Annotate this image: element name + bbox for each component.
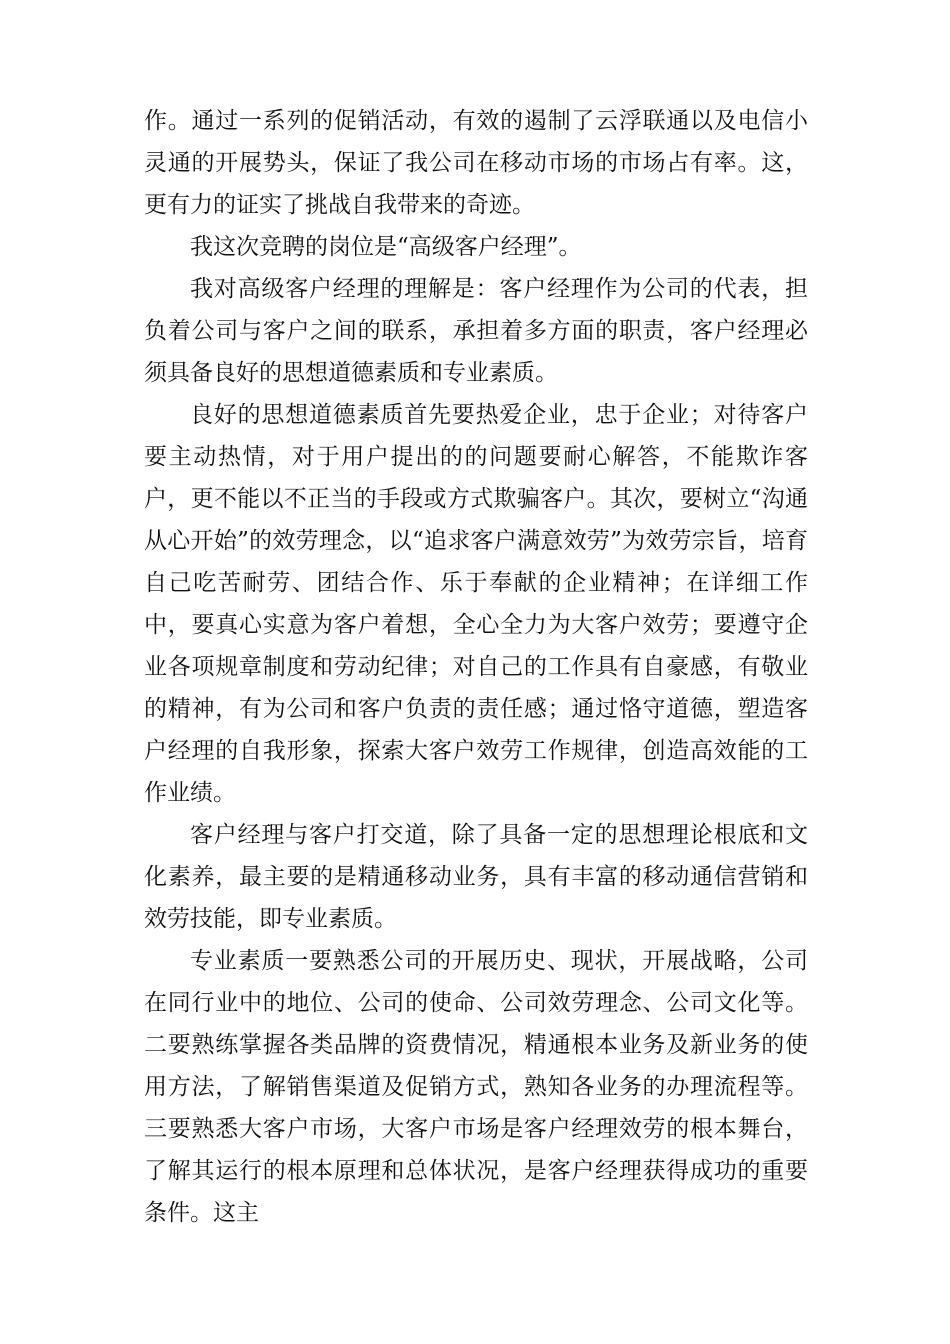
paragraph-understanding: 我对高级客户经理的理解是：客户经理作为公司的代表，担负着公司与客户之间的联系，承担着多方面的职责，客户经理必须具备良好的思想道德素质和专业素质。 bbox=[144, 276, 808, 386]
paragraph-professional-quality: 专业素质一要熟悉公司的开展历史、现状，开展战略，公司在同行业中的地位、公司的使命、公司效劳理念、公司文化等。二要熟练掌握各类品牌的资费情况，精通根本业务及新业务的使用方法，了解销售渠道及促销方式，熟知各业务的办理流程等。三要熟悉大客户市场，大客户市场是客户经理效劳的根本舞台，了解其运行的根本原理和总体状况，是客户经理获得成功的重要条件。这主 bbox=[144, 948, 808, 1226]
paragraph-professional-skills: 客户经理与客户打交道，除了具备一定的思想理论根底和文化素养，最主要的是精通移动业务，具有丰富的移动通信营销和效劳技能，即专业素质。 bbox=[144, 822, 808, 932]
paragraph-position: 我这次竞聘的岗位是“高级客户经理”。 bbox=[190, 234, 582, 260]
paragraph-continuation: 作。通过一系列的促销活动，有效的遏制了云浮联通以及电信小灵通的开展势头，保证了我公司在移动市场的市场占有率。这，更有力的证实了挑战自我带来的奇迹。 bbox=[144, 108, 808, 218]
paragraph-moral-quality: 良好的思想道德素质首先要热爱企业，忠于企业；对待客户要主动热情，对于用户提出的的问题要耐心解答，不能欺诈客户，更不能以不正当的手段或方式欺骗客户。其次，要树立“沟通从心开始”的效劳理念，以“追求客户满意效劳”为效劳宗旨，培育自己吃苦耐劳、团结合作、乐于奉献的企业精神；在详细工作中，要真心实意为客户着想，全心全力为大客户效劳；要遵守企业各项规章制度和劳动纪律；对自己的工作具有自豪感，有敬业的精神，有为公司和客户负责的责任感；通过恪守道德，塑造客户经理的自我形象，探索大客户效劳工作规律，创造高效能的工作业绩。 bbox=[144, 402, 808, 806]
document-page bbox=[144, 100, 808, 1234]
